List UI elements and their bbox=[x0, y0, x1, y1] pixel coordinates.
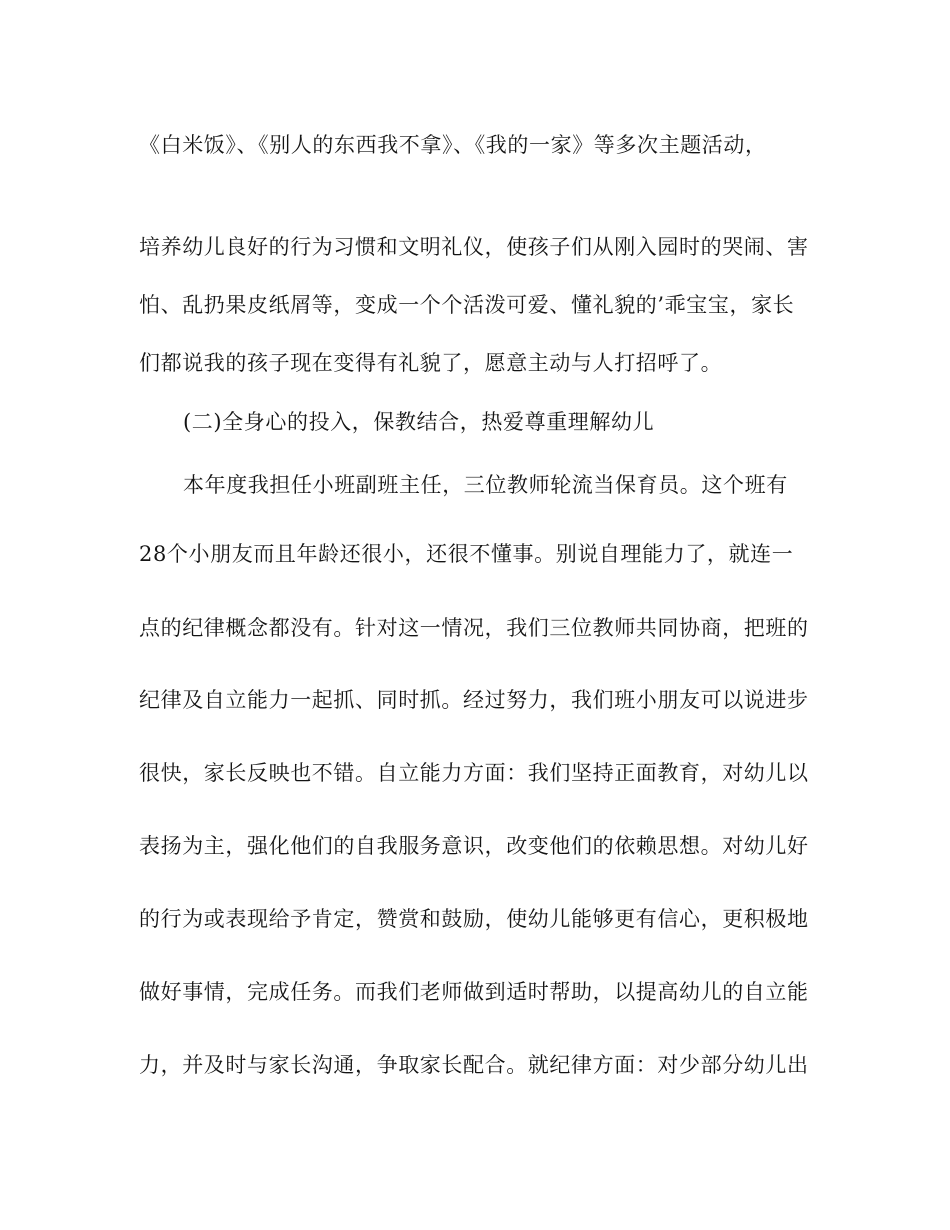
paragraph-line: 怕、乱扔果皮纸屑等，变成一个个活泼可爱、懂礼貌的’乖宝宝，家长 bbox=[139, 293, 795, 317]
paragraph-line: 28个小朋友而且年龄还很小，还很不懂事。别说自理能力了，就连一 bbox=[139, 542, 794, 566]
section-heading: (二)全身心的投入，保教结合，热爱尊重理解幼儿 bbox=[183, 410, 655, 434]
paragraph-line: 力，并及时与家长沟通，争取家长配合。就纪律方面：对少部分幼儿出 bbox=[139, 1053, 809, 1077]
paragraph-line: 们都说我的孩子现在变得有礼貌了，愿意主动与人打招呼了。 bbox=[139, 351, 723, 375]
paragraph-line: 《白米饭》、《别人的东西我不拿》、《我的一家》等多次主题活动， bbox=[139, 133, 767, 157]
paragraph-line: 的行为或表现给予肯定，赞赏和鼓励，使幼儿能够更有信心，更积极地 bbox=[139, 907, 809, 931]
paragraph-line: 纪律及自立能力一起抓、同时抓。经过努力，我们班小朋友可以说进步 bbox=[139, 688, 809, 712]
paragraph-line: 本年度我担任小班副班主任，三位教师轮流当保育员。这个班有 bbox=[183, 473, 788, 497]
paragraph-line: 点的纪律概念都没有。针对这一情况，我们三位教师共同协商，把班的 bbox=[139, 616, 809, 640]
paragraph-line: 很快，家长反映也不错。自立能力方面：我们坚持正面教育，对幼儿以 bbox=[139, 761, 809, 785]
paragraph-line: 做好事情，完成任务。而我们老师做到适时帮助，以提高幼儿的自立能 bbox=[139, 980, 809, 1004]
paragraph-line: 培养幼儿良好的行为习惯和文明礼仪，使孩子们从刚入园时的哭闹、害 bbox=[139, 235, 809, 259]
paragraph-line: 表扬为主，强化他们的自我服务意识，改变他们的依赖思想。对幼儿好 bbox=[139, 834, 809, 858]
